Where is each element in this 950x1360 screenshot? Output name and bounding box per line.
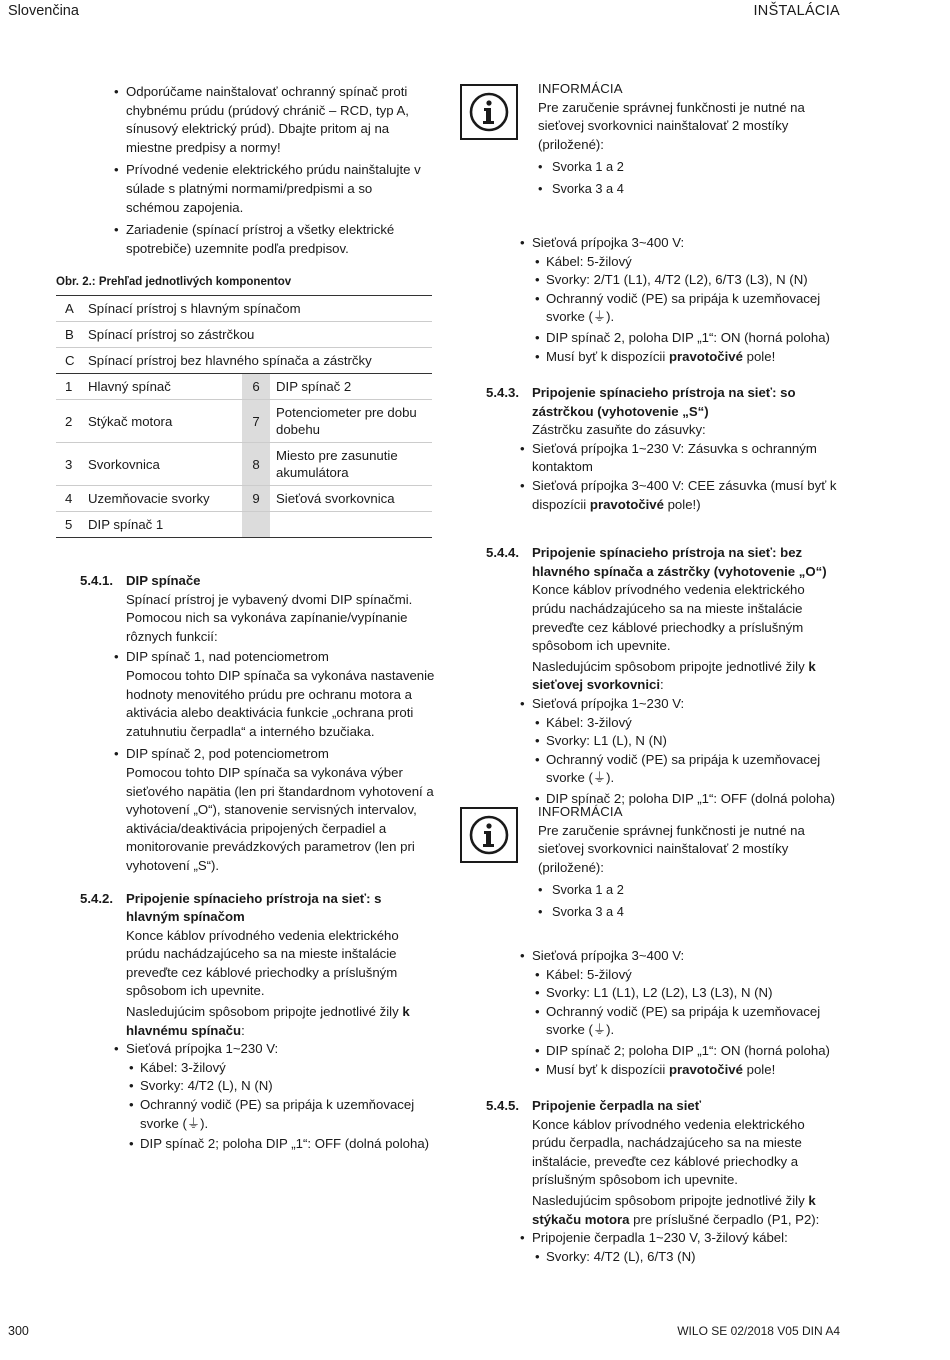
sub-item: • DIP spínač 2; poloha DIP „1“: OFF (dolná poloha) <box>126 1135 436 1154</box>
sub-item: • Kábel: 3-žilový <box>126 1059 436 1078</box>
list-item: • Pripojenie čerpadla 1~230 V, 3-žilový kábel: • Svorky: 4/T2 (L), 6/T3 (N) <box>520 1229 842 1266</box>
sub-item: • Ochranný vodič (PE) sa pripája k uzemňovacej svorke (⏚). <box>532 751 842 788</box>
section-number: 5.4.1. <box>80 573 113 588</box>
part-label: DIP spínač 2 <box>270 374 432 400</box>
variant-label: Spínací prístroj so zástrčkou <box>82 322 432 348</box>
part-label: Hlavný spínač <box>82 374 242 400</box>
info-text: Pre zaručenie správnej funkčnosti je nutné na sieťovej svorkovnici nainštalovať 2 mostíky (priložené): <box>538 99 805 152</box>
part-label: Uzemňovacie svorky <box>82 486 242 512</box>
section-title: Pripojenie spínacieho prístroja na sieť: s hlavným spínačom <box>126 890 382 925</box>
sub-item: • Ochranný vodič (PE) sa pripája k uzemňovacej svorke (⏚). <box>532 1003 840 1040</box>
section-text-2: Nasledujúcim spôsobom pripojte jednotlivé žily k hlavnému spínaču: <box>126 1004 410 1038</box>
part-key: 8 <box>242 443 270 486</box>
sub-item: • Musí byť k dispozícii pravotočivé pole! <box>532 348 840 367</box>
intro-bullet: • Zariadenie (spínací prístroj a všetky elektrické spotrebiče) uzemnite podľa predpisov. <box>114 221 429 258</box>
sub-item: • Ochranný vodič (PE) sa pripája k uzemňovacej svorke (⏚). <box>532 290 840 327</box>
section-text: Konce káblov prívodného vedenia elektrického prúdu nachádzajúceho sa na mieste inštalácie preveďte cez káblové priechodky a príslušným spôsobom ich upevnite. <box>126 927 399 999</box>
intro-bullet: • Odporúčame nainštalovať ochranný spínač proti chybnému prúdu (prúdový chránič – RCD, typ A, sínusový elektrický prúd). Dbajte pritom aj na miestne predpisy a normy! <box>114 83 429 157</box>
power-block-2 <box>520 947 840 1079</box>
sub-item: • Svorky: L1 (L), N (N) <box>532 732 842 751</box>
part-key: 4 <box>56 486 82 512</box>
table-row <box>56 443 432 486</box>
header-language: Slovenčina <box>8 3 79 19</box>
sub-item: • Musí byť k dispozícii pravotočivé pole! <box>532 1061 840 1080</box>
header-section: INŠTALÁCIA <box>753 3 840 19</box>
section-5-4-5 <box>486 1097 842 1276</box>
list-item: • Sieťová prípojka 1~230 V: Zásuvka s ochranným kontaktom <box>520 440 842 477</box>
section-5-4-3 <box>486 384 842 514</box>
list-item: • Sieťová prípojka 3~400 V: CEE zásuvka (musí byť k dispozícii pravotočivé pole!) <box>520 477 842 514</box>
info-item: • Svorka 3 a 4 <box>538 903 838 922</box>
section-text: Konce káblov prívodného vedenia elektrického prúdu nachádzajúceho sa na mieste inštalácie preveďte cez káblové priechodky a príslušným spôsobom ich upevnite. <box>532 582 805 654</box>
section-number: 5.4.2. <box>80 890 113 906</box>
part-key: 5 <box>56 512 82 538</box>
info-icon <box>460 84 518 140</box>
section-5-4-1 <box>80 572 436 876</box>
section-5-4-2 <box>80 890 436 1154</box>
section-title: Pripojenie čerpadla na sieť <box>532 1098 702 1113</box>
part-key: 6 <box>242 374 270 400</box>
sub-item: • Svorky: 4/T2 (L), N (N) <box>126 1077 436 1096</box>
right-sections <box>486 384 842 808</box>
power-block-1 <box>520 234 840 366</box>
info-box-1 <box>458 80 838 199</box>
part-label: Sieťová svorkovnica <box>270 486 432 512</box>
item-head: • DIP spínač 2, pod potenciometrom <box>126 746 329 762</box>
section-number: 5.4.4. <box>486 545 519 561</box>
section-text: Zástrčku zasuňte do zásuvky: <box>532 422 706 438</box>
part-key: 9 <box>242 486 270 512</box>
sub-item: • Kábel: 5-žilový <box>532 966 840 985</box>
section-title: Pripojenie spínacieho prístroja na sieť: so zástrčkou (vyhotovenie „S“) <box>532 385 796 419</box>
section-5-4-4 <box>486 544 842 808</box>
sub-item: • Kábel: 5-žilový <box>532 253 840 272</box>
intro-bullet: • Prívodné vedenie elektrického prúdu nainštalujte v súlade s platnými normami/predpismi a so schémou zapojenia. <box>114 161 429 217</box>
variant-key: C <box>56 348 82 374</box>
info-box-2 <box>458 803 838 922</box>
table-row <box>56 296 432 322</box>
variant-label: Spínací prístroj bez hlavného spínača a zástrčky <box>82 348 432 374</box>
table-row <box>56 348 432 374</box>
part-label: Miesto pre zasunutie akumulátora <box>270 443 432 486</box>
sub-item: • DIP spínač 2, poloha DIP „1“: ON (horná poloha) <box>532 329 840 348</box>
empty-cell <box>270 512 432 538</box>
info-title: INFORMÁCIA <box>538 804 623 819</box>
list-item: • Sieťová prípojka 1~230 V: • Kábel: 3-žilový • Svorky: L1 (L), N (N) • Ochranný vodič (PE) sa pripája k uzemňovacej svorke (⏚). • DIP spínač 2; poloha DIP „1“: OFF (dolná poloha) <box>520 695 842 809</box>
part-label: DIP spínač 1 <box>82 512 242 538</box>
sub-item: • DIP spínač 2; poloha DIP „1“: OFF (dolná poloha) <box>532 790 842 809</box>
part-label: Stýkač motora <box>82 400 242 443</box>
sub-item: • Svorky: 2/T1 (L1), 4/T2 (L2), 6/T3 (L3), N (N) <box>532 271 840 290</box>
info-item: • Svorka 3 a 4 <box>538 180 838 199</box>
part-key: 3 <box>56 443 82 486</box>
sub-item: • Ochranný vodič (PE) sa pripája k uzemňovacej svorke (⏚). <box>126 1096 436 1133</box>
sub-item: • Kábel: 3-žilový <box>532 714 842 733</box>
section-text: Spínací prístroj je vybavený dvomi DIP spínačmi. Pomocou nich sa vykonáva zapínanie/vypínanie rôznych funkcií: <box>126 591 413 644</box>
list-item: • Sieťová prípojka 1~230 V: • Kábel: 3-žilový • Svorky: 4/T2 (L), N (N) • Ochranný vodič (PE) sa pripája k uzemňovacej svorke (⏚). • DIP spínač 2; poloha DIP „1“: OFF (dolná poloha) <box>114 1040 436 1154</box>
part-key: 2 <box>56 400 82 443</box>
components-table <box>56 295 432 538</box>
list-item: • Sieťová prípojka 3~400 V: • Kábel: 5-žilový • Svorky: L1 (L1), L2 (L2), L3 (L3), N (N) • Ochranný vodič (PE) sa pripája k uzemňovacej svorke (⏚). • DIP spínač 2; poloha DIP „1“: ON (horná poloha) • Musí byť k dispozícii pravotočivé pole! <box>520 947 840 1079</box>
sub-item: • Svorky: L1 (L1), L2 (L2), L3 (L3), N (N) <box>532 984 840 1003</box>
left-sections <box>80 572 436 1164</box>
list-item: • Sieťová prípojka 3~400 V: • Kábel: 5-žilový • Svorky: 2/T1 (L1), 4/T2 (L2), 6/T3 (L3), N (N) • Ochranný vodič (PE) sa pripája k uzemňovacej svorke (⏚). • DIP spínač 2, poloha DIP „1“: ON (horná poloha) • Musí byť k dispozícii pravotočivé pole! <box>520 234 840 366</box>
info-item: • Svorka 1 a 2 <box>538 158 838 177</box>
section-text-2: Nasledujúcim spôsobom pripojte jednotlivé žily k sieťovej svorkovnici: <box>532 658 816 693</box>
item-text: Pomocou tohto DIP spínača sa vykonáva výber sieťového napätia (len pri štandardnom vyhotovení a vyhotovení „O“), stanovenie servisných intervalov, aktivácia/deaktivácia pripojených čerpadiel a monitorovanie prevádzkových parametrov (len pri vyhotovení „S“). <box>126 764 434 873</box>
item-head: • DIP spínač 1, nad potenciometrom <box>126 649 329 665</box>
section-title: DIP spínače <box>126 573 201 588</box>
part-label: Svorkovnica <box>82 443 242 486</box>
section-title: Pripojenie spínacieho prístroja na sieť: bez hlavného spínača a zástrčky (vyhotovenie „O“) <box>532 545 827 579</box>
section-text: Konce káblov prívodného vedenia elektrického prúdu čerpadla, nachádzajúceho sa na mieste inštalácie, preveďte cez káblové priechodky a príslušným spôsobom ich upevnite. <box>532 1116 805 1188</box>
empty-cell <box>242 512 270 538</box>
list-item <box>114 648 436 741</box>
variant-label: Spínací prístroj s hlavným spínačom <box>82 296 432 322</box>
document-id: WILO SE 02/2018 V05 DIN A4 <box>677 1324 840 1338</box>
list-item <box>114 745 436 875</box>
info-icon <box>460 807 518 863</box>
sub-item: • DIP spínač 2; poloha DIP „1“: ON (horná poloha) <box>532 1042 840 1061</box>
part-key: 7 <box>242 400 270 443</box>
page-number: 300 <box>8 1324 29 1338</box>
part-label: Potenciometer pre dobu dobehu <box>270 400 432 443</box>
table-row <box>56 486 432 512</box>
table-row <box>56 322 432 348</box>
table-row <box>56 400 432 443</box>
table-row <box>56 374 432 400</box>
table-row <box>56 512 432 538</box>
info-text: Pre zaručenie správnej funkčnosti je nutné na sieťovej svorkovnici nainštalovať 2 mostíky (priložené): <box>538 822 805 875</box>
section-number: 5.4.5. <box>486 1098 519 1113</box>
section-text-2: Nasledujúcim spôsobom pripojte jednotlivé žily k stýkaču motora pre príslušné čerpadlo (P1, P2): <box>532 1192 820 1227</box>
figure-caption: Obr. 2.: Prehľad jednotlivých komponentov <box>56 276 292 288</box>
intro-bullets <box>114 83 429 258</box>
item-text: Pomocou tohto DIP spínača sa vykonáva nastavenie hodnoty menovitého prúdu pre ochranu motora a aktivácia alebo deaktivácia funkcie „ochrana proti zatuhnutiu čerpadla“ a interného bzučiaka. <box>126 667 435 739</box>
sub-item: • Svorky: 4/T2 (L), 6/T3 (N) <box>532 1248 842 1267</box>
part-key: 1 <box>56 374 82 400</box>
section-number: 5.4.3. <box>486 385 519 400</box>
info-title: INFORMÁCIA <box>538 81 623 96</box>
variant-key: B <box>56 322 82 348</box>
info-item: • Svorka 1 a 2 <box>538 881 838 900</box>
variant-key: A <box>56 296 82 322</box>
